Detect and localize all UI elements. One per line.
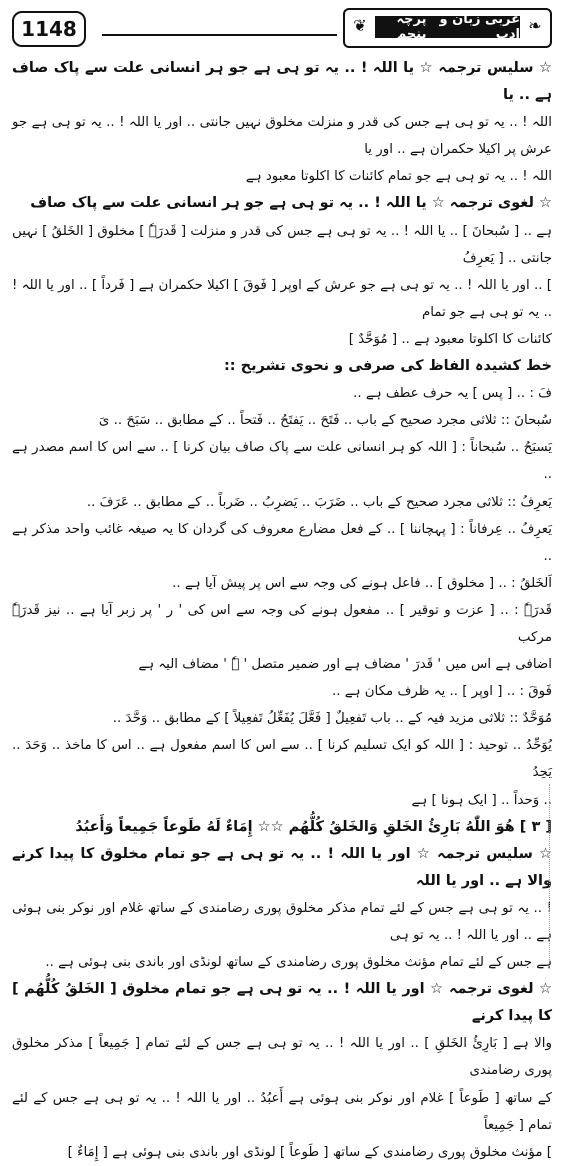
text-line: ہے جس کے لئے تمام مؤنث مخلوق پوری رضامندی کے ساتھ لونڈی اور باندی بنی ہوئی ہے ..: [45, 955, 552, 971]
text-line: ہے .. [ سُبحانَ ] .. یا اللہ ! .. یہ تو ہی ہے جس کی قدر و منزلت [ قَدرَہٗ ] مخلوق [ الخَلقُ ] نہیں جانتی .. [ یَعرِفُ: [12, 223, 552, 266]
text-line: کائنات کا اکلوتا معبود ہے .. [ مُوَحَّدٌ ]: [348, 331, 552, 347]
text-line: یَسبَحُ .. سُبحاناً : [ اللہ کو ہر انسانی علت سے پاک صاف بیان کرنا ] .. سے اس کا اسم مصدر ہے ..: [12, 440, 552, 483]
text-line: والا ہے [ بَارِئُ الخَلقِ ] .. اور یا اللہ ! .. یہ تو ہی ہے جس کے لئے تمام [ جَمِيعاً ] مذکر مخلوق پوری رضامندی: [12, 1036, 552, 1079]
verse-line: [ ۳ ] هُوَ اللّٰهُ بَارِئُ الخَلقِ وَالخَلقُ كُلُّهُم ☆☆ إِمَاءٌ لَهُ طَوعاً جَمِيعاً وَأَعبُدُ: [75, 818, 552, 835]
text-line: فَ : .. [ پس ] یہ حرف عطف ہے ..: [353, 386, 552, 402]
text-line: اَلخَلقُ : .. [ مخلوق ] .. فاعل ہونے کی وجہ سے اس پر پیش آیا ہے ..: [172, 575, 552, 591]
text-line: سُبحانَ :: ثلاثی مجرد صحیح کے باب .. فَتَحَ .. یَفتَحُ .. فَتحاً .. کے مطابق .. سَبَحَ .. یَ: [98, 413, 552, 429]
text-line: ] .. اور یا اللہ ! .. یہ تو ہی ہے جو عرش کے اوپر [ فَوقَ ] اکیلا حکمران ہے [ فَرداً ] .. اور یا اللہ ! .. یہ تو ہی ہے جو تمام: [12, 277, 552, 320]
text-line: اضافی ہے اس میں ' قَدرَ ' مضاف ہے اور ضمیر متصل ' ہٗ ' مضاف الیہ ہے: [138, 657, 552, 673]
page-number: 1148: [12, 11, 86, 47]
text-line: .. وَحداً .. [ ایک ہونا ] ہے: [411, 792, 552, 808]
ornament-left-icon: ❦: [353, 16, 367, 35]
ornament-right-icon: ❧: [528, 16, 542, 35]
paper-label: پرچہ پنجم: [396, 12, 427, 42]
text-line: ☆ سلیس ترجمہ ☆ اور یا اللہ ! .. یہ تو ہی ہے جو تمام مخلوق کا پیدا کرنے والا ہے .. اور یا اللہ: [12, 845, 552, 889]
text-line: فَوقَ : .. [ اوپر ] .. یہ ظرف مکان ہے ..: [331, 684, 552, 700]
text-line: اللہ ! .. یہ تو ہی ہے جس کی قدر و منزلت مخلوق نہیں جانتی .. اور یا اللہ ! .. یہ تو ہی ہے جو عرش پر اکیلا حکمران ہے .. اور یا: [12, 115, 552, 158]
title-inner: [375, 12, 520, 42]
page-body: [12, 55, 552, 1166]
section-heading: خط کشیدہ الفاظ کی صرفی و نحوی تشریح ::: [224, 358, 552, 375]
title-banner: [343, 8, 552, 48]
margin-mark: [549, 784, 562, 964]
text-line: مُوَحَّدٌ :: ثلاثی مزید فیہ کے .. باب تَفعِیلٌ [ فَعَّلَ یُفَعِّلُ تَفعِیلاً ] کے مطابق .. وَحَّدَ ..: [112, 711, 552, 727]
page-header: [12, 8, 552, 48]
text-line: یَعرِفُ .. عِرفاناً : [ پہچاننا ] .. کے فعل مضارع معروف کی گردان کا یہ صیغہ غائب واحد مذکر ہے ..: [12, 521, 552, 564]
text-line: یَعرِفُ :: ثلاثی مجرد صحیح کے باب .. ضَرَبَ .. یَضرِبُ .. ضَرباً .. کے مطابق .. عَرَفَ ..: [86, 494, 552, 510]
text-line: اللہ ! .. یہ تو ہی ہے جو تمام کائنات کا اکلوتا معبود ہے: [245, 169, 552, 185]
text-line: قَدرَہٗ : .. [ عزت و توقیر ] .. مفعول ہونے کی وجہ سے اس کی ' ر ' پر زبر آیا ہے .. نیز قَدرَہٗ مرکب: [12, 602, 552, 645]
text-line: ☆ لغوی ترجمہ ☆ یا اللہ ! .. یہ تو ہی ہے جو ہر انسانی علت سے پاک صاف: [30, 195, 552, 212]
header-rule: [102, 34, 337, 36]
text-line: ☆ سلیس ترجمہ ☆ یا اللہ ! .. یہ تو ہی ہے جو ہر انسانی علت سے پاک صاف ہے .. یا: [12, 60, 552, 104]
book-title: عربی زبان و ادب: [439, 12, 520, 42]
text-line: یُوَحِّدُ .. توحید : [ اللہ کو ایک تسلیم کرنا ] .. سے اس کا اسم مفعول ہے .. اس کا ماخذ .. وَحَدَ .. یَحِدُ: [12, 738, 552, 781]
text-line: ! .. یہ تو ہی ہے جس کے لئے تمام مذکر مخلوق پوری رضامندی کے ساتھ غلام اور نوکر بنی ہوئی ہے .. اور یا اللہ ! .. یہ تو ہی: [12, 900, 552, 943]
text-line: ☆ لغوی ترجمہ ☆ اور یا اللہ ! .. یہ تو ہی ہے جو تمام مخلوق [ الخَلقُ كُلُّهُم ] کا پیدا کرنے: [12, 981, 552, 1025]
text-line: ] مؤنث مخلوق پوری رضامندی کے ساتھ [ طَوعاً ] لونڈی اور باندی بنی ہوئی ہے [ إِمَاءٌ ]: [67, 1144, 552, 1160]
text-line: کے ساتھ [ طَوعاً ] غلام اور نوکر بنی ہوئی ہے أَعبُدُ .. اور یا اللہ ! .. یہ تو ہی ہے جس کے لئے تمام [ جَمِيعاً: [12, 1090, 552, 1133]
